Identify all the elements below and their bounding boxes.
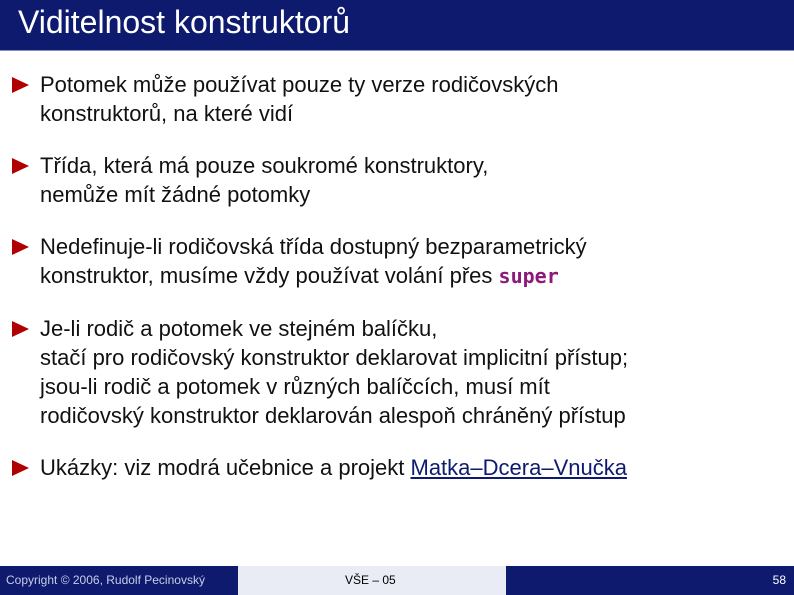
footer-center-label: VŠE – 05: [345, 573, 396, 587]
footer-bar: [0, 566, 794, 595]
bullet-text-line: Nedefinuje-li rodičovská třída dostupný bezparametrický: [40, 234, 587, 259]
bullet-text-line: Je-li rodič a potomek ve stejném balíčku,: [40, 316, 438, 341]
footer-copyright: Copyright © 2006, Rudolf Pecinovský: [6, 573, 205, 587]
page-number: 58: [772, 573, 786, 587]
bullet-text-line: Potomek může používat pouze ty verze rodičovských: [40, 72, 559, 97]
code-keyword-super: super: [498, 264, 559, 288]
bullet-list: [12, 70, 782, 505]
triangle-bullet-icon: [12, 460, 29, 476]
project-link[interactable]: Matka–Dcera–Vnučka: [410, 455, 627, 480]
bullet-text-line: stačí pro rodičovský konstruktor deklarovat implicitní přístup;: [40, 345, 629, 370]
triangle-bullet-icon: [12, 158, 29, 174]
bullet-item: [12, 232, 782, 291]
bullet-text-fragment: Ukázky: viz modrá učebnice a projekt: [40, 455, 411, 480]
bullet-text-fragment: konstruktor, musíme vždy používat volání přes: [40, 263, 499, 288]
title-bar: [0, 0, 794, 51]
slide-title: Viditelnost konstruktorů: [18, 4, 351, 40]
bullet-text-line: [40, 453, 782, 482]
footer-right-segment: [506, 566, 794, 595]
bullet-text-line: Třída, která má pouze soukromé konstruktory,: [40, 153, 489, 178]
bullet-text-line: jsou-li rodič a potomek v různých balíčcích, musí mít: [40, 374, 550, 399]
bullet-item: [12, 314, 782, 430]
bullet-text-line: nemůže mít žádné potomky: [40, 182, 311, 207]
bullet-text-line: [40, 261, 782, 291]
triangle-bullet-icon: [12, 239, 29, 255]
bullet-item: [12, 70, 782, 128]
triangle-bullet-icon: [12, 77, 29, 93]
bullet-item: [12, 453, 782, 482]
bullet-item: [12, 151, 782, 209]
bullet-text-line: konstruktorů, na které vidí: [40, 101, 294, 126]
triangle-bullet-icon: [12, 321, 29, 337]
bullet-text-line: rodičovský konstruktor deklarován alespoň chráněný přístup: [40, 403, 626, 428]
